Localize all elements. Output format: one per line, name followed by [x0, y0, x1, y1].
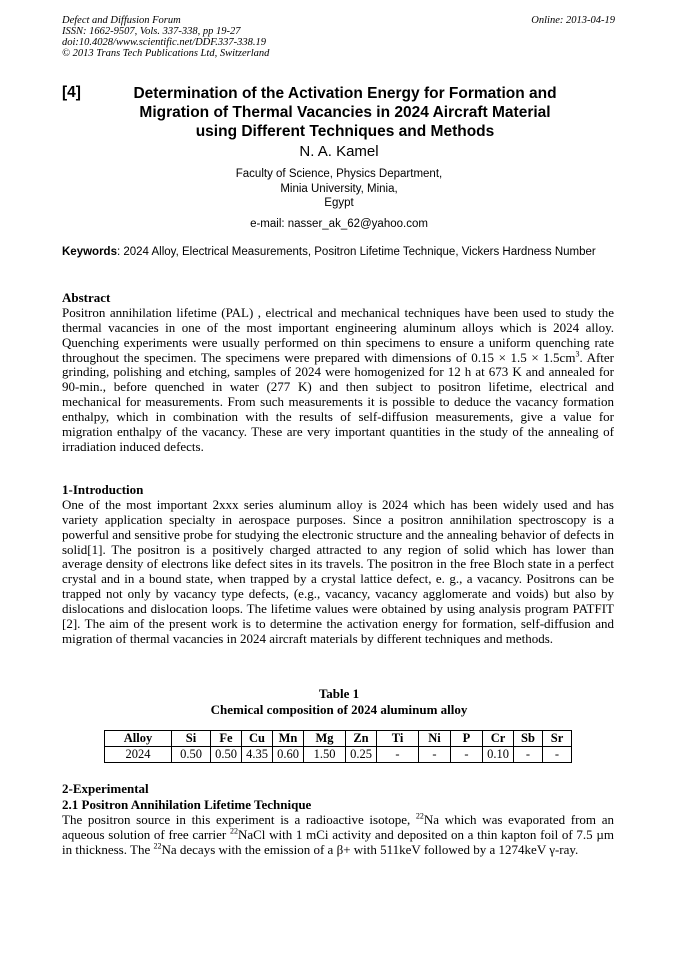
email: e-mail: nasser_ak_62@yahoo.com — [250, 218, 428, 230]
table-header-cell: Ti — [377, 731, 419, 747]
table-cell: 4.35 — [242, 747, 273, 763]
superscript: 22 — [153, 841, 162, 851]
text-part: NaCl with 1 mCi activity and deposited on a thin kapton foil of 7.5 µm in thickness. The — [62, 826, 614, 857]
paper-title: Determination of the Activation Energy for Formation and Migration of Thermal Vacancies in 2024 Aircraft Material using Different Techniques and Methods — [133, 85, 557, 140]
table-cell: 0.50 — [172, 747, 211, 763]
table-number: Table 1 — [318, 686, 360, 701]
table-header-cell: Cr — [483, 731, 514, 747]
table-cell: 0.10 — [483, 747, 514, 763]
experimental-text — [62, 813, 614, 858]
table-header-cell: Zn — [346, 731, 377, 747]
reference-number: [4] — [62, 84, 81, 101]
abstract-part: Positron annihilation lifetime (PAL) , electrical and mechanical techniques have been used to study the thermal vacancies in one of the most important engineering aluminum alloys which is 2024 alloy. Quenching experiments were usually performed on thin specimens to ensure a uniform quenching rate throughout the specimen. The specimens were prepared with dimensions of 0.15 × 1.5 × 1.5cm — [62, 305, 614, 365]
table-header-cell: Alloy — [105, 731, 172, 747]
table-title: Chemical composition of 2024 aluminum alloy — [210, 702, 468, 717]
issn: ISSN: 1662-9507, Vols. 337-338, pp 19-27 — [62, 26, 241, 37]
table-cell: - — [377, 747, 419, 763]
superscript: 22 — [415, 811, 424, 821]
affiliation-line: Egypt — [324, 197, 354, 209]
keywords-label: Keywords — [62, 246, 117, 258]
journal-header — [62, 15, 615, 59]
table-header-cell: Fe — [211, 731, 242, 747]
table-header-row — [105, 731, 572, 747]
table-header-cell: Ni — [419, 731, 451, 747]
table-cell: 0.25 — [346, 747, 377, 763]
table-header-cell: P — [451, 731, 483, 747]
text-part: Na which was evaporated from an aqueous solution of free carrier — [62, 812, 614, 842]
affiliation-line: Faculty of Science, Physics Department, — [235, 168, 443, 180]
text-part: Na decays with the emission of a β+ with 511keV followed by a 1274keV γ-ray. — [161, 841, 579, 857]
journal-name: Defect and Diffusion Forum — [62, 15, 181, 26]
doi: doi:10.4028/www.scientific.net/DDF.337-338.19 — [62, 37, 267, 48]
affiliation — [0, 167, 678, 211]
table-cell: - — [514, 747, 543, 763]
superscript: 22 — [229, 826, 238, 836]
table-header-cell: Sr — [543, 731, 572, 747]
text-part: The positron source in this experiment is a radioactive isotope, — [62, 812, 416, 827]
table-header-cell: Mg — [304, 731, 346, 747]
table-header-cell: Si — [172, 731, 211, 747]
experimental-heading: 2-Experimental — [62, 781, 149, 796]
table-cell: - — [451, 747, 483, 763]
experimental-section — [62, 781, 614, 858]
table-header-cell: Sb — [514, 731, 543, 747]
keywords — [62, 245, 613, 260]
subsection-heading: 2.1 Positron Annihilation Lifetime Technique — [62, 797, 312, 812]
intro-text: One of the most important 2xxx series aluminum alloy is 2024 which has been widely used and has variety application specialty in aerospace purposes. Since a positron annihilation spectroscopy is a powerful and sensitive probe for studying the electronic structure and the annealing behavior of defects in solid[1]. The positron is a positively charged attracted to any region of solid which has lower than average density of electrons like defect sites in its travels. The positron in the free Bloch state in a perfect crystal and in a bound state, when trapped by a crystal lattice defect, e. g., a vacancy. Positrons can be trapped not only by vacancy type defects, (e.g., vacancy, vacancy agglomerate and voids) but also by dislocations and dislocation loops. The lifetime values were obtained by using analysis program PATFIT [2]. The aim of the present work is to determine the activation energy for formation, self-diffusion and migration of thermal vacancies in 2024 aircraft materials by different techniques and methods. — [62, 497, 614, 646]
abstract-heading: Abstract — [62, 290, 111, 305]
table-header-cell: Mn — [273, 731, 304, 747]
table-header-cell: Cu — [242, 731, 273, 747]
abstract-section — [62, 290, 614, 454]
introduction-section — [62, 482, 614, 646]
composition-table — [104, 730, 572, 763]
table-cell: - — [543, 747, 572, 763]
table-row — [105, 747, 572, 763]
online-date: Online: 2013-04-19 — [531, 15, 615, 26]
table-cell: 2024 — [105, 747, 172, 763]
intro-heading: 1-Introduction — [62, 482, 144, 497]
table-cell: 0.50 — [211, 747, 242, 763]
affiliation-line: Minia University, Minia, — [280, 182, 398, 195]
abstract-text — [62, 306, 614, 454]
superscript: 3 — [575, 349, 580, 359]
table-cell: - — [419, 747, 451, 763]
table-cell: 0.60 — [273, 747, 304, 763]
keywords-text: : 2024 Alloy, Electrical Measurements, Positron Lifetime Technique, Vickers Hardness Number — [116, 246, 596, 258]
table-cell: 1.50 — [304, 747, 346, 763]
author: N. A. Kamel — [299, 143, 379, 160]
copyright: © 2013 Trans Tech Publications Ltd, Switzerland — [62, 48, 270, 59]
abstract-part: . After grinding, polishing and etching, samples of 2024 were homogenized for 12 h at 673 K and annealed for 90-min., before quenched in water (277 K) and then subject to positron lifetime, electrical and mechanical for measurements. From such measurements it is possible to deduce the vacancy formation enthalpy, which in combination with the results of self-diffusion measurements, give a value for migration enthalpy of the vacancy. These are very important quantities in the study of the annealing of irradiation induced defects. — [62, 349, 614, 454]
table-caption — [0, 686, 678, 718]
